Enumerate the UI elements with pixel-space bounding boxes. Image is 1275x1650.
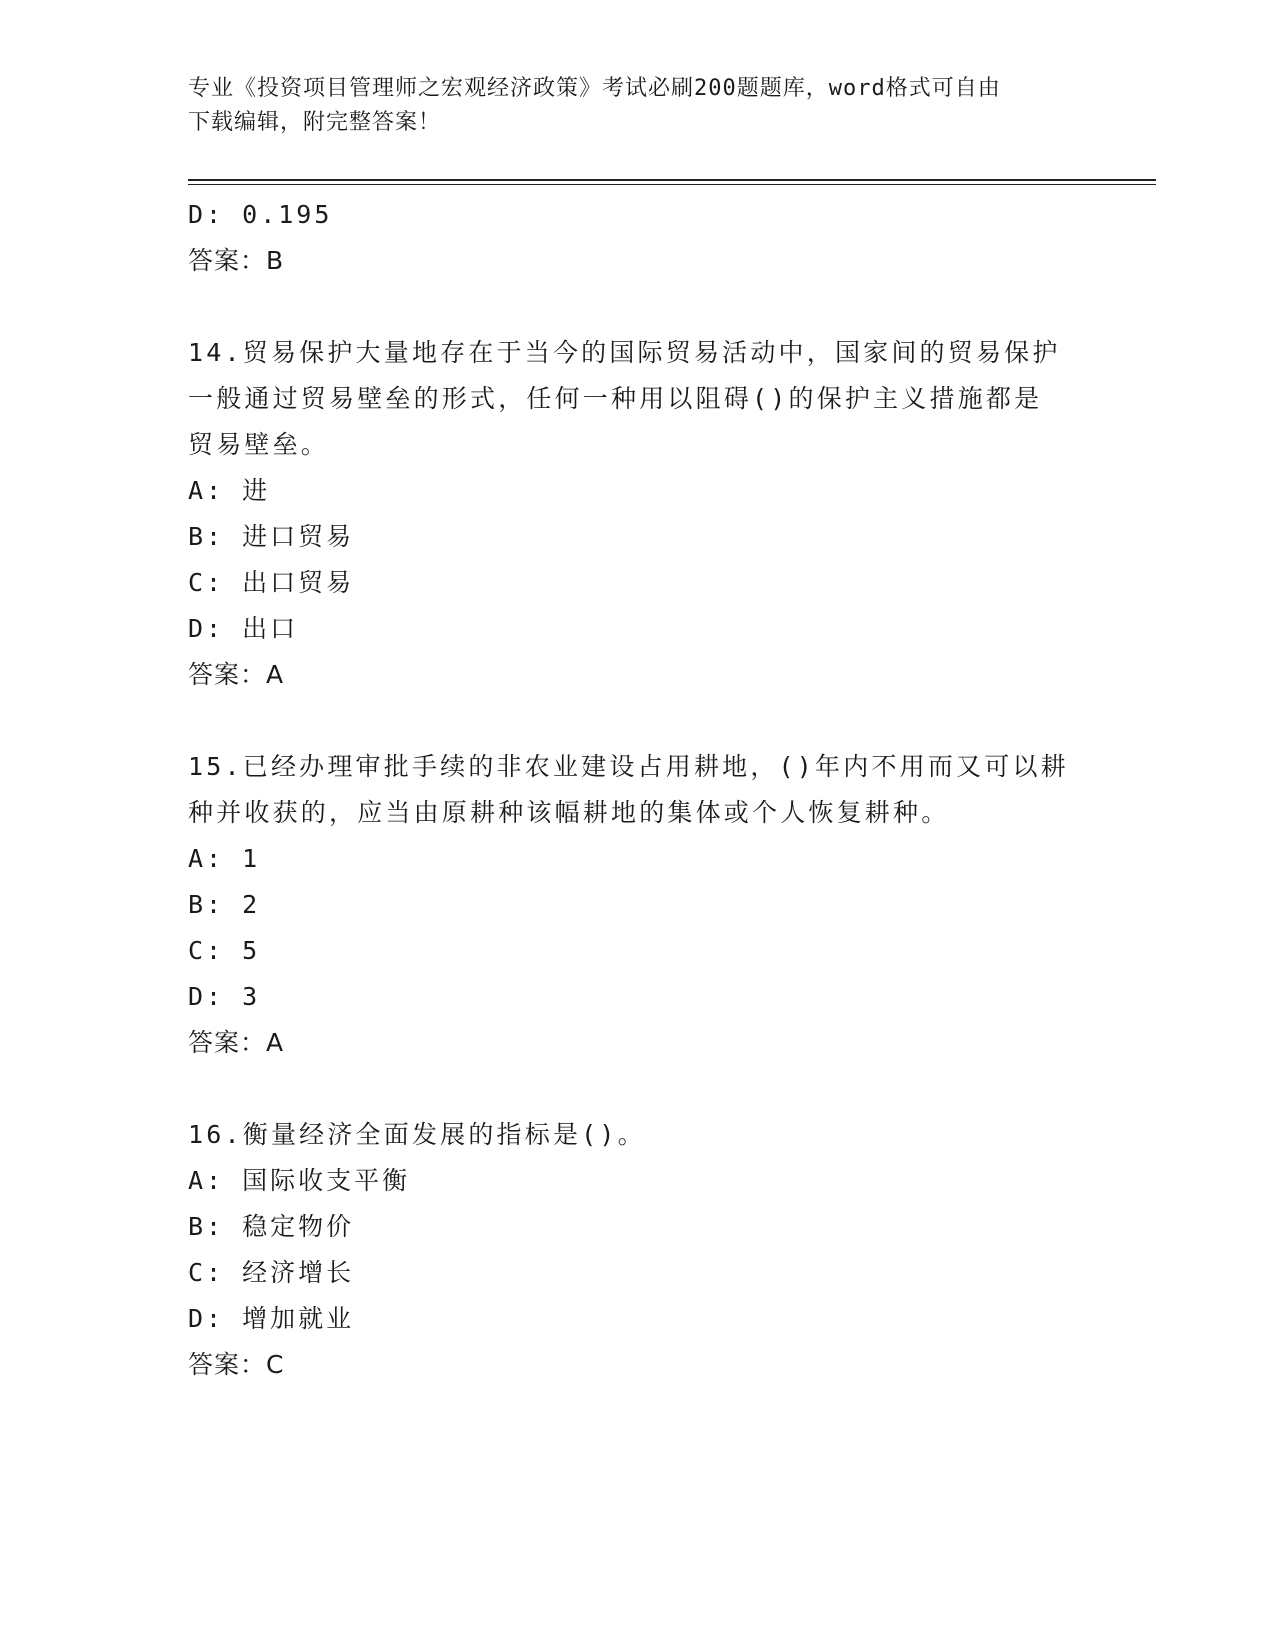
question-stem-line: 15.已经办理审批手续的非农业建设占用耕地，()年内不用而又可以耕 bbox=[188, 752, 1069, 781]
question-stem-line: 贸易壁垒。 bbox=[188, 430, 330, 459]
option-b: B: 稳定物价 bbox=[188, 1212, 355, 1241]
spacer bbox=[188, 284, 1088, 330]
header-line-1: 专业《投资项目管理师之宏观经济政策》考试必刷200题题库，word格式可自由 bbox=[188, 76, 1001, 101]
answer-line: 答案：A bbox=[188, 1028, 285, 1057]
option-a: A: 进 bbox=[188, 476, 271, 505]
header-divider bbox=[188, 179, 1156, 185]
question-stem-line: 14.贸易保护大量地存在于当今的国际贸易活动中，国家间的贸易保护 bbox=[188, 338, 1061, 367]
page-header bbox=[188, 72, 1088, 140]
option-c: C: 出口贸易 bbox=[188, 568, 355, 597]
question-14 bbox=[188, 330, 1088, 698]
answer-line: 答案：B bbox=[188, 246, 285, 275]
option-c: C: 经济增长 bbox=[188, 1258, 355, 1287]
option-c: C: 5 bbox=[188, 936, 261, 965]
option-a: A: 国际收支平衡 bbox=[188, 1166, 411, 1195]
question-15 bbox=[188, 744, 1088, 1066]
option-d: D: 0.195 bbox=[188, 200, 333, 229]
option-b: B: 进口贸易 bbox=[188, 522, 355, 551]
option-d: D: 3 bbox=[188, 982, 261, 1011]
header-line-2: 下载编辑，附完整答案！ bbox=[188, 110, 442, 135]
answer-line: 答案：C bbox=[188, 1350, 285, 1379]
question-stem-line: 种并收获的，应当由原耕种该幅耕地的集体或个人恢复耕种。 bbox=[188, 798, 950, 827]
question-stem-line: 一般通过贸易壁垒的形式，任何一种用以阻碍()的保护主义措施都是 bbox=[188, 384, 1043, 413]
option-d: D: 出口 bbox=[188, 614, 299, 643]
spacer bbox=[188, 1066, 1088, 1112]
option-a: A: 1 bbox=[188, 844, 261, 873]
question-16 bbox=[188, 1112, 1088, 1388]
answer-line: 答案：A bbox=[188, 660, 285, 689]
document-body bbox=[188, 192, 1088, 1388]
option-d: D: 增加就业 bbox=[188, 1304, 355, 1333]
previous-question-tail bbox=[188, 192, 1088, 284]
question-stem-line: 16.衡量经济全面发展的指标是()。 bbox=[188, 1120, 646, 1149]
spacer bbox=[188, 698, 1088, 744]
option-b: B: 2 bbox=[188, 890, 261, 919]
